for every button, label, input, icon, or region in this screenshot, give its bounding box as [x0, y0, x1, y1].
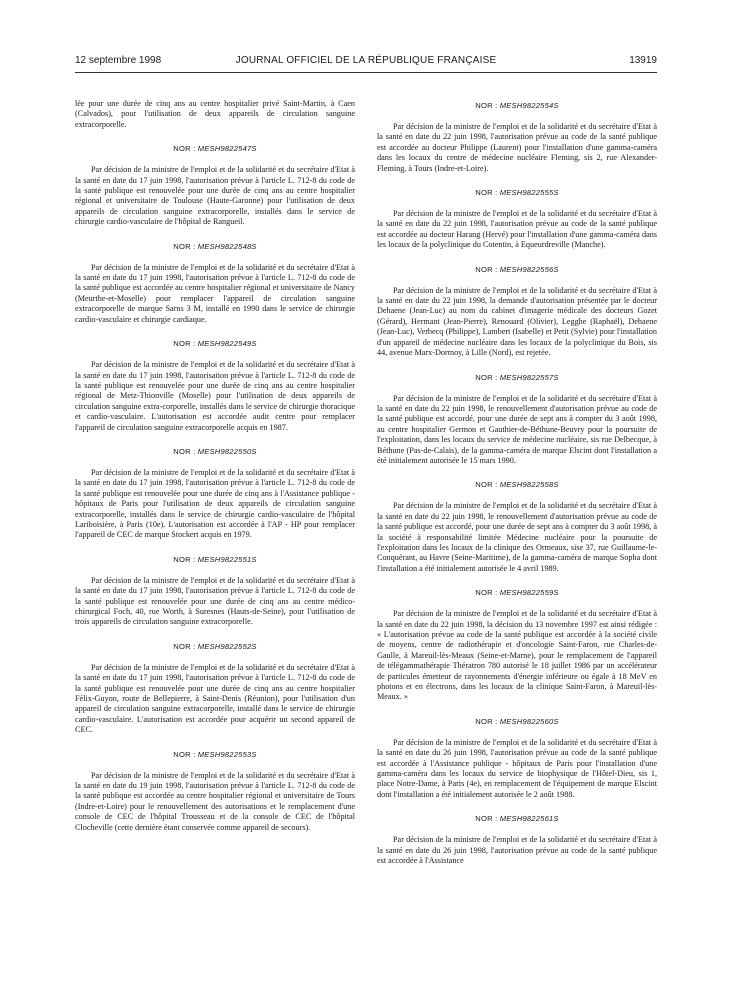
nor-code: MESH9822550S: [197, 446, 257, 456]
decision-paragraph: Par décision de la ministre de l'emploi et de la solidarité et du secrétaire d'Etat à la santé en date du 17 juin 1998, l'autorisation prévue à l'article L. 712-8 du code de la santé publique est renouvelée pour une durée de cinq ans au centre hospitalier régional et universitaire de Toulouse (Haute-Garonne) pour l'utilisation de deux appareils de circulation sanguine extracorporelle, installés dans le service de chirurgie cardio-vasculaire de l'hôpital de Rangueil.: [75, 165, 355, 227]
nor-code: MESH9822556S: [499, 264, 559, 274]
nor-code: MESH9822559S: [499, 588, 559, 598]
left-column: [75, 99, 355, 959]
decision-paragraph: Par décision de la ministre de l'emploi et de la solidarité et du secrétaire d'Etat à la santé en date du 17 juin 1998, l'autorisation prévue à l'article L. 712-8 du code de la santé publique est renouvelée pour une durée de cinq ans au centre hospitalier Félix-Guyon, route de Bellepierre, à Saint-Denis (Réunion), pour l'utilisation d'un appareil de circulation sanguine extracorporelle, installé dans le service de chirurgie cardio-vasculaire. L'autorisation est accordée pour acquérir un second appareil de CEC.: [75, 662, 355, 735]
nor-reference: [377, 373, 657, 382]
nor-code: MESH9822547S: [197, 144, 257, 154]
decision-paragraph: Par décision de la ministre de l'emploi et de la solidarité et du secrétaire d'Etat à la santé en date du 17 juin 1998, l'autorisation prévue à l'article L. 712-8 du code de la santé publique est renouvelée pour une durée de cinq ans au centre hospitalier régional de Metz-Thionville (Moselle) pour l'utilisation de deux appareils de circulation sanguine extra-corporelle, installés dans le service de chirurgie thoracique et cardio-vasculaire. L'autorisation est accordée audit centre pour remplacer l'appareil de circulation sanguine extracorporelle acquis en 1987.: [75, 360, 355, 432]
nor-code: MESH9822548S: [197, 241, 257, 251]
nor-reference: [377, 717, 657, 726]
nor-reference: [75, 750, 355, 759]
nor-reference: [75, 447, 355, 456]
nor-code: MESH9822554S: [499, 101, 559, 110]
nor-reference: [377, 101, 657, 110]
decision-paragraph: Par décision de la ministre de l'emploi et de la solidarité et du secrétaire d'Etat à la santé en date du 19 juin 1998, l'autorisation prévue à l'article L. 712-8 du code de la santé publique est accordée au centre hospitalier régional et universitaire de Tours (Indre-et-Loire) pour le renouvellement des autorisations et le remplacement d'une console de CEC de l'hôpital Trousseau et de la console de CEC de l'hôpital Clocheville (cette dernière étant conservée comme appareil de secours).: [75, 770, 355, 832]
decision-paragraph: Par décision de la ministre de l'emploi et de la solidarité et du secrétaire d'Etat à la santé en date du 26 juin 1998, l'autorisation prévue au code de la santé publique est accordée à l'Assistance publique - hôpitaux de Paris pour l'installation d'une gamma-caméra dans les locaux du service de biophysique de l'Hôtel-Dieu, sis 1, place Notre-Dame, à Paris (4e), en remplacement de l'équipement de marque Elscint dont l'installation a été initialement autorisée le 2 août 1988.: [377, 737, 657, 799]
header-page-number: 13919: [629, 55, 657, 66]
nor-code: MESH9822551S: [197, 554, 257, 564]
nor-code: MESH9822560S: [499, 716, 559, 726]
header-date: 12 septembre 1998: [75, 55, 162, 66]
decision-paragraph: Par décision de la ministre de l'emploi et de la solidarité et du secrétaire d'Etat à la santé en date du 17 juin 1998, l'autorisation prévue à l'article L. 712-8 du code de la santé publique est renouvelée pour une durée de cinq ans à l'Assistance publique - hôpitaux de Paris pour l'utilisation de deux appareils de circulation sanguine extracorporelle, installés dans le service de chirurgie cardio-vasculaire de l'hôpital Lariboisière, à Paris (10e). L'autorisation est accordée à l'AP - HP pour remplacer l'appareil de CEC de marque Stockert acquis en 1979.: [75, 467, 355, 540]
decision-paragraph: Par décision de la ministre de l'emploi et de la solidarité et du secrétaire d'Etat à la santé en date du 17 juin 1998, l'autorisation prévue à l'article L. 712-8 du code de la santé publique est renouvelée pour une durée de cinq ans au centre médico-chirurgical Foch, 40, rue Worth, à Suresnes (Hauts-de-Seine), pour l'utilisation de trois appareils de circulation sanguine extracorporelle.: [75, 575, 355, 627]
nor-label: NOR :: [173, 144, 196, 154]
nor-label: NOR :: [475, 588, 498, 598]
nor-label: NOR :: [173, 339, 196, 349]
decision-paragraph: Par décision de la ministre de l'emploi et de la solidarité et du secrétaire d'Etat à la santé en date du 26 juin 1998, l'autorisation prévue au code de la santé publique est accordée à l'Assistance: [377, 835, 657, 866]
right-column: [377, 99, 657, 959]
nor-reference: [75, 339, 355, 348]
nor-label: NOR :: [475, 814, 498, 824]
nor-reference: [75, 555, 355, 564]
decision-paragraph: Par décision de la ministre de l'emploi et de la solidarité et du secrétaire d'Etat à la santé en date du 22 juin 1998, la demande d'autorisation présentée par le docteur Dehaene (Jean-Luc) au nom du cabinet d'imagerie médicale des docteurs Gozet (Gérard), Hermant (Jean-Pierre), Renouard (Olivier), Legghe (Raphaël), Dehaene (Jean-Luc), Verbecq (Philippe), Lambert (Isabelle) et Petit (Sylvie) pour l'installation d'un appareil de médecine nucléaire dans les locaux de la polyclinique du Bois, sis 44, avenue Marx-Dormoy, à Lille (Nord), est rejetée.: [377, 285, 657, 358]
nor-code: MESH9822553S: [197, 749, 257, 759]
nor-reference: [75, 242, 355, 251]
continued-paragraph: lée pour une durée de cinq ans au centre hospitalier privé Saint-Martin, à Caen (Calvados), pour l'utilisation de deux appareils de circulation sanguine extracorporelle.: [75, 99, 355, 129]
nor-label: NOR :: [173, 554, 196, 564]
nor-reference: [377, 480, 657, 489]
nor-label: NOR :: [475, 101, 498, 110]
nor-reference: [377, 188, 657, 197]
decision-paragraph: Par décision de la ministre de l'emploi et de la solidarité et du secrétaire d'Etat à la santé en date du 22 juin 1998, l'autorisation prévue au code de la santé publique est accordée au docteur Philippe (Laurent) pour l'installation d'une gamma-caméra dans les locaux du centre de médecine nucléaire Fleming, sis 2, rue Alexander-Fleming, à Tours (Indre-et-Loire).: [377, 122, 657, 173]
decision-paragraph: Par décision de la ministre de l'emploi et de la solidarité et du secrétaire d'Etat à la santé en date du 22 juin 1998, l'autorisation prévue au code de la santé publique est accordée au docteur Harang (Hervé) pour l'installation d'une gamma-caméra dans les locaux de la polyclinique du Cotentin, à Equeurdreville (Manche).: [377, 209, 657, 250]
nor-label: NOR :: [173, 446, 196, 456]
nor-reference: [377, 265, 657, 274]
nor-code: MESH9822555S: [499, 188, 559, 198]
nor-label: NOR :: [475, 188, 498, 198]
nor-label: NOR :: [475, 264, 498, 274]
decision-paragraph: Par décision de la ministre de l'emploi et de la solidarité et du secrétaire d'Etat à la santé en date du 22 juin 1998, le renouvellement d'autorisation prévue au code de la santé publique est accordé, pour une durée de sept ans à compter du 3 août 1998, à la société à responsabilité limitée Médecine nucléaire pour la poursuite de l'exploitation dans les locaux de la clinique des Ormeaux, sise 37, rue Guillaume-le-Conquérant, au Havre (Seine-Maritime), de la gamma-caméra de marque Sopha dont l'installation a été initialement autorisée le 4 avril 1989.: [377, 501, 657, 573]
nor-code: MESH9822557S: [499, 372, 559, 382]
header-journal-title: JOURNAL OFFICIEL DE LA RÉPUBLIQUE FRANÇAISE: [235, 55, 497, 66]
decision-paragraph: Par décision de la ministre de l'emploi et de la solidarité et du secrétaire d'Etat à la santé en date du 22 juin 1998, le renouvellement d'autorisation prévue au code de la santé publique est accordé, pour une durée de sept ans à compter du 3 août 1998, au centre hospitalier Germon et Gauthier-de-Béthune-Beuvry pour la poursuite de l'exploitation, dans les locaux du service de médecine nucléaire, sis rue Delbecque, à Béthune (Pas-de-Calais), de la gamma-caméra de marque Elscint dont l'installation a été initialement autorisée le 15 mars 1990.: [377, 393, 657, 465]
nor-code: MESH9822558S: [499, 480, 559, 490]
nor-reference: [377, 588, 657, 597]
nor-label: NOR :: [173, 749, 196, 759]
nor-code: MESH9822549S: [197, 339, 257, 349]
nor-reference: [377, 814, 657, 823]
nor-reference: [75, 144, 355, 153]
decision-paragraph: Par décision de la ministre de l'emploi et de la solidarité et du secrétaire d'Etat à la santé en date du 22 juin 1998, la décision du 13 novembre 1997 est ainsi rédigée : « L'autorisation prévue au code de la santé publique est accordée à la société civile de moyens, centre de radiothérapie et d'oncologie Saint-Faron, rue Charles-de-Gaulle, à Mareuil-lès-Meaux (Seine-et-Marne), pour le remplacement de l'appareil de télégammathérapie Thératron 780 autorisé le 18 juillet 1986 par un accélérateur de particules émetteur de rayonnements d'énergie inférieure ou égale à 18 MeV en photons et en électrons, dans les locaux de la clinique Saint-Faron, à Mareuil-lès-Meaux. »: [377, 609, 657, 702]
nor-label: NOR :: [173, 641, 196, 651]
decision-paragraph: Par décision de la ministre de l'emploi et de la solidarité et du secrétaire d'Etat à la santé en date du 17 juin 1998, l'autorisation prévue à l'article L. 712-8 du code de la santé publique est accordée au centre hospitalier régional et universitaire de Nancy (Meurthe-et-Moselle) pour remplacer l'appareil de circulation sanguine extracorporelle de marque Sarns 3 M, installé en 1990 dans le service de chirurgie cardio-vasculaire et chirurgie cardiaque.: [75, 262, 355, 324]
nor-code: MESH9822561S: [499, 814, 559, 824]
nor-label: NOR :: [475, 716, 498, 726]
nor-reference: [75, 642, 355, 651]
nor-code: MESH9822552S: [197, 641, 257, 651]
nor-label: NOR :: [475, 372, 498, 382]
nor-label: NOR :: [173, 241, 196, 251]
header-rule: [75, 72, 657, 73]
nor-label: NOR :: [475, 480, 498, 490]
page-header: [75, 55, 657, 71]
